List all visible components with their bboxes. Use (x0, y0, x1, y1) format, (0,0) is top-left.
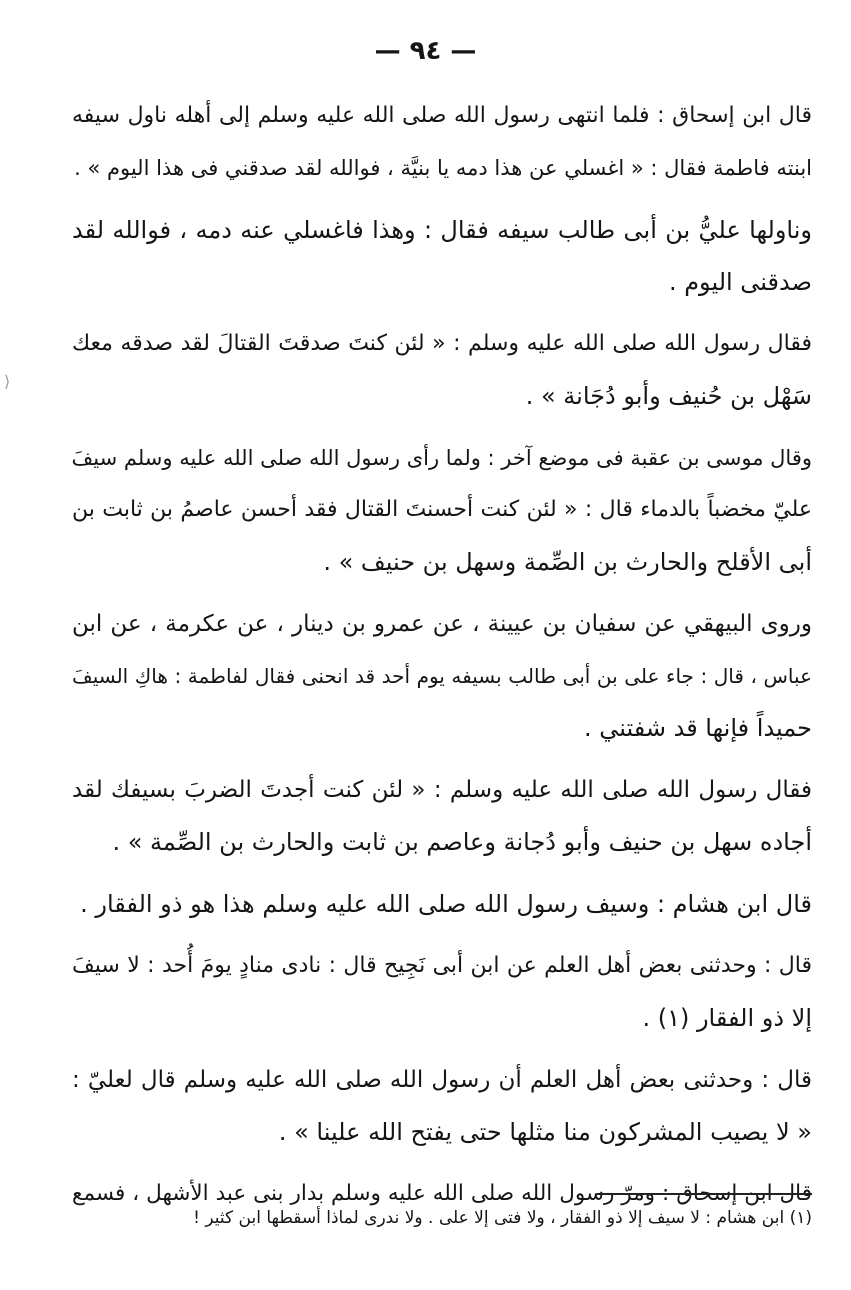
text-line: ابنته فاطمة فقال : « اغسلي عن هذا دمه يا بنيَّة ، فوالله لقد صدقني فى هذا اليوم » . (74, 156, 812, 180)
text-line: فقال رسول الله صلى الله عليه وسلم : « لئن كنتَ صدقتَ القتالَ لقد صدقه معك (72, 331, 812, 356)
text-line: إلا ذو الفقار (١) . (642, 1004, 812, 1032)
text-line: قال : وحدثنى بعض أهل العلم أن رسول الله صلى الله عليه وسلم قال لعليّ : (72, 1067, 812, 1093)
text-line: أبى الأقلح والحارث بن الصِّمة وسهل بن حنيف » . (323, 548, 812, 576)
text-line: صدقنى اليوم . (668, 268, 812, 296)
text-line: وناولها عليُّ بن أبى طالب سيفه فقال : وهذا فاغسلي عنه دمه ، فوالله لقد (72, 216, 812, 244)
text-line: حميداً فإنها قد شفتني . (583, 714, 812, 742)
text-line: « لا يصيب المشركون منا مثلها حتى يفتح الله علينا » . (278, 1118, 812, 1146)
text-line: وروى البيهقي عن سفيان بن عيينة ، عن عمرو بن دينار ، عن عكرمة ، عن ابن (72, 611, 812, 637)
text-line: عباس ، قال : جاء على بن أبى طالب بسيفه يوم أحد قد انحنى فقال لفاطمة : هاكِ السيفَ (72, 664, 812, 688)
text-line: قال : وحدثنى بعض أهل العلم عن ابن أبى نَجِيح قال : نادى منادٍ يومَ أُحد : لا سيفَ (72, 953, 812, 978)
footnote: (١) ابن هشام : لا سيف إلا ذو الفقار ، ولا فتى إلا على . ولا ندرى لماذا أسقطها ابن كثير ! (193, 1208, 812, 1228)
text-line: فقال رسول الله صلى الله عليه وسلم : « لئن كنت أجدتَ الضربَ بسيفك لقد (72, 777, 812, 803)
text-line: عليّ مخضباً بالدماء قال : « لئن كنت أحسنتَ القتال فقد أحسن عاصمُ بن ثابت بن (72, 497, 812, 522)
page-number: — ٩٤ — (374, 36, 477, 66)
text-line: قال ابن إسحاق : ومرّ رسول الله صلى الله عليه وسلم بدار بنى عبد الأشهل ، فسمع (72, 1181, 812, 1206)
body-text (72, 90, 812, 1220)
text-line: قال ابن هشام : وسيف رسول الله صلى الله عليه وسلم هذا هو ذو الفقار . (80, 890, 812, 918)
footnote-divider (596, 1193, 812, 1195)
text-line: وقال موسى بن عقبة فى موضع آخر : ولما رأى رسول الله صلى الله عليه وسلم سيفَ (71, 446, 812, 470)
margin-mark: ⟩ (4, 372, 11, 391)
text-line: سَهْل بن حُنيف وأبو دُجَانة » . (525, 382, 812, 410)
text-line: أجاده سهل بن حنيف وأبو دُجانة وعاصم بن ثابت والحارث بن الصِّمة » . (112, 828, 812, 856)
text-line: قال ابن إسحاق : فلما انتهى رسول الله صلى الله عليه وسلم إلى أهله ناول سيفه (72, 103, 812, 128)
